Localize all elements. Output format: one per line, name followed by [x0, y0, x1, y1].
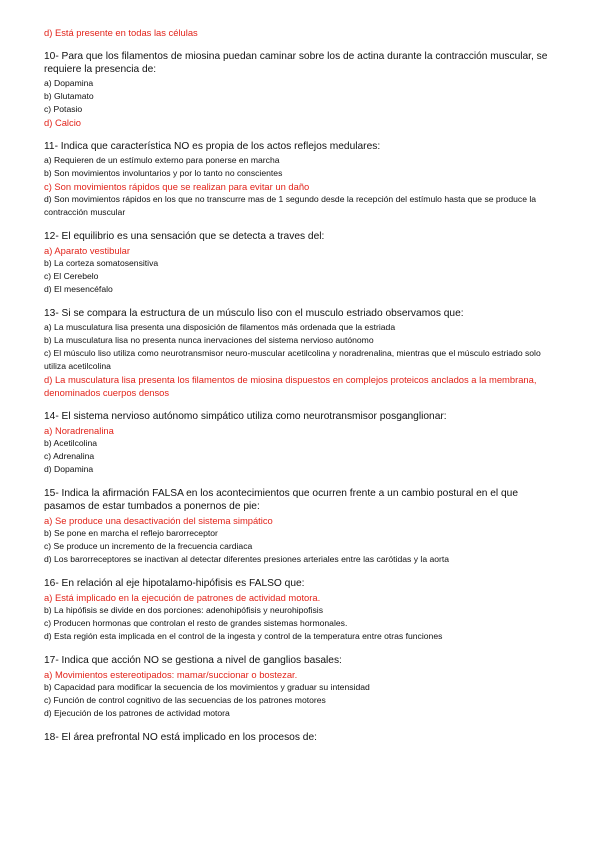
answer-option: c) El Cerebelo [44, 271, 99, 281]
answer-option-correct: c) Son movimientos rápidos que se realizan para evitar un daño [44, 181, 310, 192]
question-list [44, 50, 560, 744]
answer-option: d) El mesencéfalo [44, 284, 113, 294]
answer-option: d) Los barorreceptores se inactivan al detectar diferentes presiones arteriales entre las carótidas y la aorta [44, 554, 450, 564]
answer-option-correct: d) Calcio [44, 117, 81, 128]
answer-option: c) Función de control cognitivo de las secuencias de los patrones motores [44, 695, 326, 705]
answer-option-correct: a) Aparato vestibular [44, 245, 130, 256]
answer-option: b) Capacidad para modificar la secuencia de los movimientos y graduar su intensidad [44, 682, 370, 692]
question-block [44, 654, 560, 720]
question-title: 14- El sistema nervioso autónomo simpático utiliza como neurotransmisor posganglionar: [44, 411, 447, 422]
question-block [44, 410, 560, 476]
answer-option-correct: a) Está implicado en la ejecución de patrones de actividad motora. [44, 592, 321, 603]
answer-option-correct: a) Movimientos estereotipados: mamar/succionar o bostezar. [44, 669, 298, 680]
question-block [44, 230, 560, 296]
answer-option: d) Esta región esta implicada en el control de la ingesta y control de la temperatura entre otras funciones [44, 631, 443, 641]
answer-option: b) Son movimientos involuntarios y por lo tanto no conscientes [44, 168, 283, 178]
question-title: 11- Indica que característica NO es propia de los actos reflejos medulares: [44, 141, 381, 152]
previous-answer: d) Está presente en todas las células [44, 27, 198, 38]
question-block [44, 50, 560, 129]
question-block [44, 731, 560, 744]
question-block [44, 577, 560, 643]
answer-option-correct: d) La musculatura lisa presenta los filamentos de miosina dispuestos en complejos proteicos anclados a la membrana, denominados cuerpos densos [44, 374, 537, 398]
question-block [44, 307, 560, 399]
question-title: 15- Indica la afirmación FALSA en los acontecimientos que ocurren frente a un cambio postural en el que pasamos de estar tumbados a ponernos de pie: [44, 488, 518, 512]
answer-option: b) La hipófisis se divide en dos porciones: adenohipófisis y neurohipofisis [44, 605, 323, 615]
answer-option: c) Adrenalina [44, 451, 95, 461]
answer-option: c) Producen hormonas que controlan el resto de grandes sistemas hormonales. [44, 618, 348, 628]
question-title: 12- El equilibrio es una sensación que se detecta a traves del: [44, 231, 325, 242]
answer-option: c) Se produce un incremento de la frecuencia cardiaca [44, 541, 253, 551]
answer-option: a) Dopamina [44, 78, 94, 88]
question-title: 13- Si se compara la estructura de un músculo liso con el musculo estriado observamos que: [44, 308, 464, 319]
question-title: 17- Indica que acción NO se gestiona a nivel de ganglios basales: [44, 655, 342, 666]
answer-option: b) La musculatura lisa no presenta nunca inervaciones del sistema nervioso autónomo [44, 335, 374, 345]
answer-option: a) Requieren de un estímulo externo para ponerse en marcha [44, 155, 280, 165]
answer-option-correct: a) Se produce una desactivación del sistema simpático [44, 515, 273, 526]
answer-option: c) Potasio [44, 104, 83, 114]
question-block [44, 487, 560, 566]
answer-option: d) Dopamina [44, 464, 94, 474]
answer-option: b) Se pone en marcha el reflejo barorreceptor [44, 528, 218, 538]
answer-option: d) Son movimientos rápidos en los que no transcurre mas de 1 segundo desde la recepción del estímulo hasta que se produce la contracción muscular [44, 194, 537, 217]
answer-option: c) El músculo liso utiliza como neurotransmisor neuro-muscular acetilcolina y noradrenalina, mientras que el músculo estriado solo utiliza acetilcolina [44, 348, 541, 371]
answer-option: b) Acetilcolina [44, 438, 98, 448]
answer-option: b) Glutamato [44, 91, 94, 101]
answer-option: b) La corteza somatosensitiva [44, 258, 159, 268]
question-title: 10- Para que los filamentos de miosina puedan caminar sobre los de actina durante la contracción muscular, se requiere la presencia de: [44, 51, 548, 75]
question-title: 16- En relación al eje hipotalamo-hipófisis es FALSO que: [44, 578, 305, 589]
answer-option-correct: a) Noradrenalina [44, 425, 114, 436]
answer-option: a) La musculatura lisa presenta una disposición de filamentos más ordenada que la estriada [44, 322, 396, 332]
question-block [44, 140, 560, 219]
question-title: 18- El área prefrontal NO está implicado en los procesos de: [44, 732, 317, 743]
answer-option: d) Ejecución de los patrones de actividad motora [44, 708, 230, 718]
